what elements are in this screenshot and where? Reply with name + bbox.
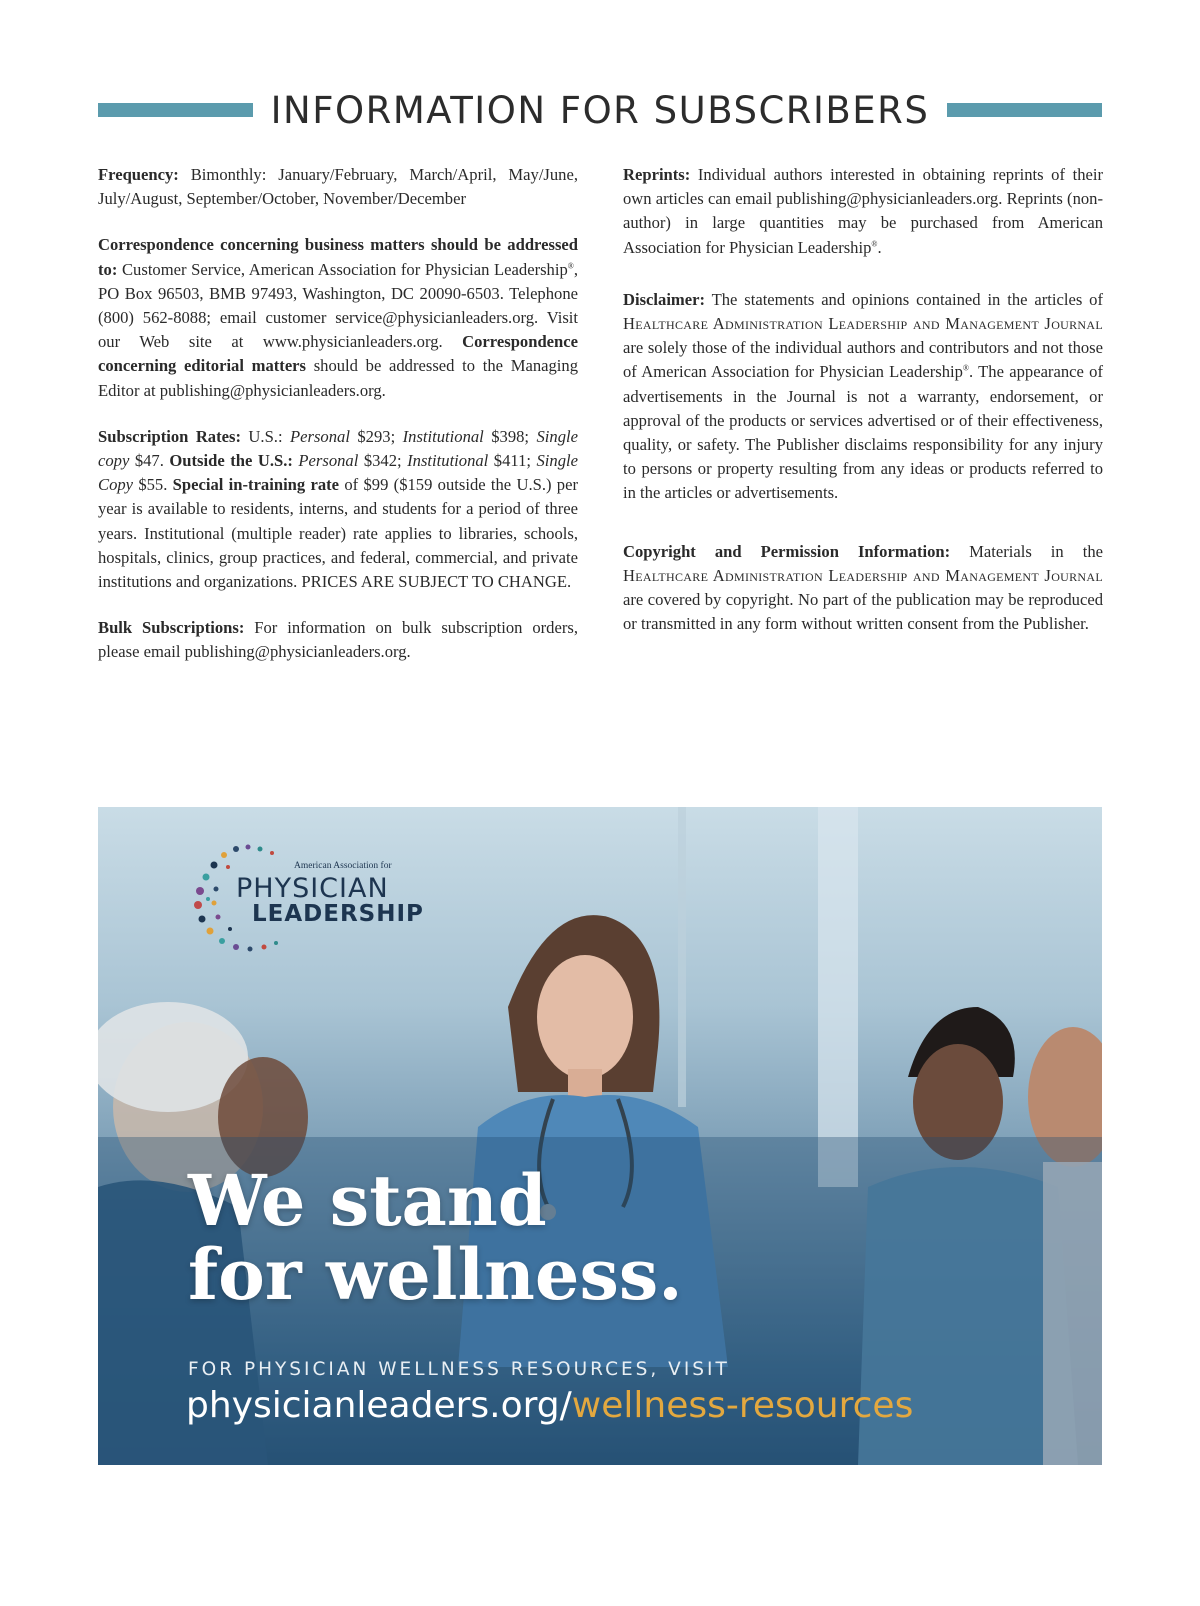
correspondence-text-3: should be addressed to the Managing Editor at publishing@physicianleaders.org. (98, 356, 578, 400)
journal-name: Healthcare Administration Leadership and Management Journal (623, 565, 1103, 585)
section-header (98, 86, 1102, 134)
disclaimer-label: Disclaimer: (623, 289, 706, 309)
rates-italic: Institutional (407, 451, 489, 471)
headline-line-1: We stand (188, 1159, 547, 1242)
logo-org-line: American Association for (294, 861, 392, 871)
frequency-text: Bimonthly: January/February, March/April, May/June, July/August, September/October, November/December (98, 165, 578, 209)
window-frame (678, 807, 686, 1107)
wellness-url-link[interactable] (186, 1385, 913, 1426)
outside-us-label: Outside the U.S.: (169, 451, 293, 471)
rates-text: of $99 ($159 outside the U.S.) per year is available to residents, interns, and students for a period of three years. Institutional (multiple reader) rate applies to libraries, schools, hospitals, clinics, group practices, and federal, commercial, and private institutions and organizations. PRICES ARE SUBJECT TO CHANGE. (98, 475, 578, 592)
rates-text: $411; (488, 451, 537, 471)
correspondence-paragraph (98, 233, 578, 402)
visit-caption: FOR PHYSICIAN WELLNESS RESOURCES, VISIT (188, 1359, 730, 1380)
copyright-text-2: are covered by copyright. No part of the publication may be reproduced or transmitted in any form without written consent from the Publisher. (623, 590, 1103, 634)
rates-label: Subscription Rates: (98, 426, 241, 446)
doctor-face (537, 955, 633, 1079)
headline-line-2: for wellness. (188, 1233, 683, 1316)
correspondence-text-2: , PO Box 96503, BMB 97493, Washington, DC 20090-6503. Telephone (800) 562-8088; email customer service@physicianleaders.org. Visit our Web site at www.physicianleaders.org. (98, 259, 578, 352)
header-rule-left (98, 103, 253, 117)
rates-text: $47. (129, 451, 170, 471)
correspondence-label: Correspondence concerning business matters should be addressed to: (98, 235, 578, 279)
wellness-advertisement[interactable] (98, 807, 1102, 1465)
ad-headline (188, 1159, 888, 1316)
registered-mark: ® (567, 261, 574, 271)
page-title: INFORMATION FOR SUBSCRIBERS (270, 88, 930, 132)
bulk-label: Bulk Subscriptions: (98, 618, 245, 638)
rates-text: $398; (483, 426, 537, 446)
correspondence-text-1: Customer Service, American Association for Physician Leadership (117, 259, 568, 279)
rates-italic: Personal (290, 426, 350, 446)
registered-mark: ® (871, 239, 878, 249)
doctor-neck (568, 1069, 602, 1099)
logo-physician: PHYSICIAN (236, 873, 389, 904)
disclaimer-text-1: The statements and opinions contained in the articles of (705, 289, 1103, 309)
frequency-paragraph (98, 163, 578, 211)
copyright-paragraph (623, 540, 1103, 637)
rates-italic: Institutional (402, 426, 484, 446)
reprints-label: Reprints: (623, 165, 691, 184)
in-training-label: Special in-training rate (172, 475, 340, 495)
rates-text: $55. (133, 475, 173, 495)
logo-leadership: LEADERSHIP (252, 901, 424, 927)
registered-mark: ® (962, 363, 969, 373)
disclaimer-text-3: . The appearance of advertisements in the Journal is not a warranty, endorsement, or approval of the products or services advertised or of their effectiveness, quality, or safety. The Publisher disclaims responsibility for any injury to persons or property resulting from any ideas or products referred to in the articles or advertisements. (623, 362, 1103, 503)
reprints-text: Individual authors interested in obtaining reprints of their own articles can email publishing@physicianleaders.org. Reprints (non-author) in large quantities may be purchased from American Association for Physician Leadership (623, 165, 1103, 257)
url-path: wellness-resources (571, 1385, 914, 1426)
rates-italic: Single Copy (98, 451, 578, 495)
bulk-paragraph (98, 616, 578, 664)
journal-name: Healthcare Administration Leadership and Management Journal (623, 314, 1103, 334)
bulk-text: For information on bulk subscription orders, please email publishing@physicianleaders.org. (98, 618, 578, 662)
left-column (98, 163, 578, 687)
rates-italic: Personal (298, 451, 359, 471)
window-frame (818, 807, 858, 1187)
copyright-label: Copyright and Permission Information: (623, 541, 951, 561)
right-column (623, 163, 1103, 658)
disclaimer-text-2: are solely those of the individual authors and contributors and not those of American Association for Physician Leadership (623, 338, 1103, 382)
editorial-correspondence-label: Correspondence concerning editorial matters (98, 332, 578, 376)
rates-text: U.S.: (240, 426, 291, 446)
rates-text: $342; (358, 451, 408, 471)
rates-italic: Single copy (98, 426, 578, 471)
subscription-rates-paragraph (98, 425, 578, 594)
reprints-end: . (877, 237, 882, 257)
aapl-logo[interactable] (186, 839, 446, 959)
disclaimer-paragraph (623, 288, 1103, 506)
frequency-label: Frequency: (98, 165, 179, 184)
copyright-text-1: Materials in the (950, 541, 1103, 561)
header-rule-right (947, 103, 1102, 117)
rates-text: $293; (349, 426, 403, 446)
url-base: physicianleaders.org/ (186, 1385, 572, 1426)
reprints-paragraph (623, 163, 1103, 260)
